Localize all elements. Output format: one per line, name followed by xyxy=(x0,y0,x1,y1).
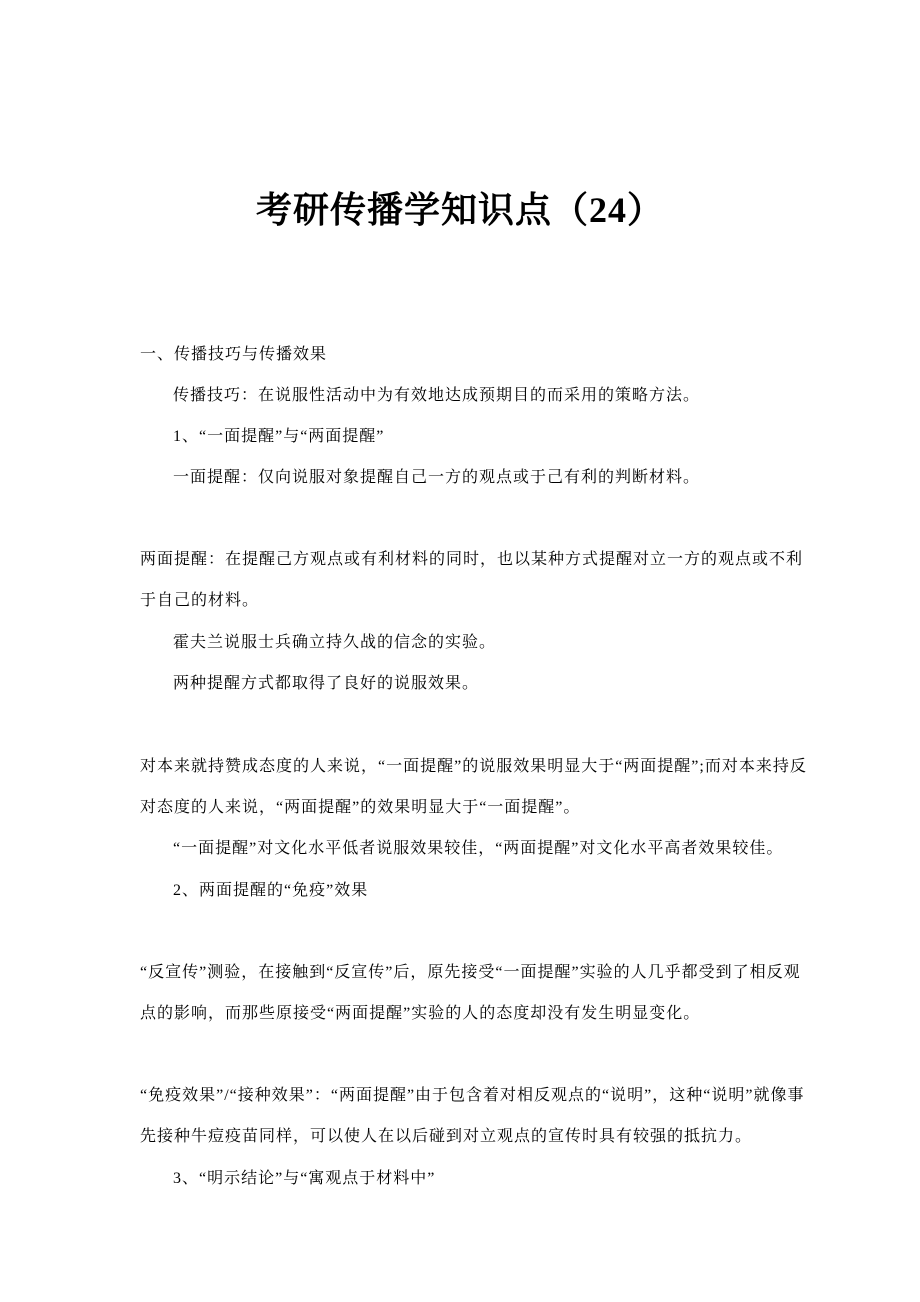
section-heading: 一、传播技巧与传播效果 xyxy=(140,346,328,363)
subheading: 3、“明示结论”与“寓观点于材料中” xyxy=(173,1170,436,1187)
paragraph-line: 对态度的人来说，“两面提醒”的效果明显大于“一面提醒”。 xyxy=(140,799,581,816)
paragraph-line: “免疫效果”/“接种效果”：“两面提醒”由于包含着对相反观点的“说明”，这种“说明”就像事 xyxy=(140,1087,805,1104)
subheading: 1、“一面提醒”与“两面提醒” xyxy=(173,428,385,445)
paragraph-line: 两面提醒：在提醒己方观点或有利材料的同时，也以某种方式提醒对立一方的观点或不利 xyxy=(140,551,804,568)
paragraph-line: 霍夫兰说服士兵确立持久战的信念的实验。 xyxy=(173,634,497,651)
paragraph-line: 先接种牛痘疫苗同样，可以使人在以后碰到对立观点的宣传时具有较强的抵抗力。 xyxy=(140,1128,753,1145)
document-title: 考研传播学知识点（24） xyxy=(255,190,664,230)
subheading: 2、两面提醒的“免疫”效果 xyxy=(173,882,369,899)
paragraph-line: 传播技巧：在说服性活动中为有效地达成预期目的而采用的策略方法。 xyxy=(173,387,701,404)
paragraph-line: 对本来就持赞成态度的人来说，“一面提醒”的说服效果明显大于“两面提醒”;而对本来持反 xyxy=(140,758,807,775)
paragraph-line: 一面提醒：仅向说服对象提醒自己一方的观点或于己有利的判断材料。 xyxy=(173,469,701,486)
paragraph-line: 点的影响，而那些原接受“两面提醒”实验的人的态度却没有发生明显变化。 xyxy=(140,1005,701,1022)
paragraph-line: 两种提醒方式都取得了良好的说服效果。 xyxy=(173,675,480,692)
paragraph-line: 于自己的材料。 xyxy=(140,592,260,609)
paragraph-line: “一面提醒”对文化水平低者说服效果较佳，“两面提醒”对文化水平高者效果较佳。 xyxy=(173,840,784,857)
paragraph-line: “反宣传”测验，在接触到“反宣传”后，原先接受“一面提醒”实验的人几乎都受到了相反观 xyxy=(140,964,801,981)
